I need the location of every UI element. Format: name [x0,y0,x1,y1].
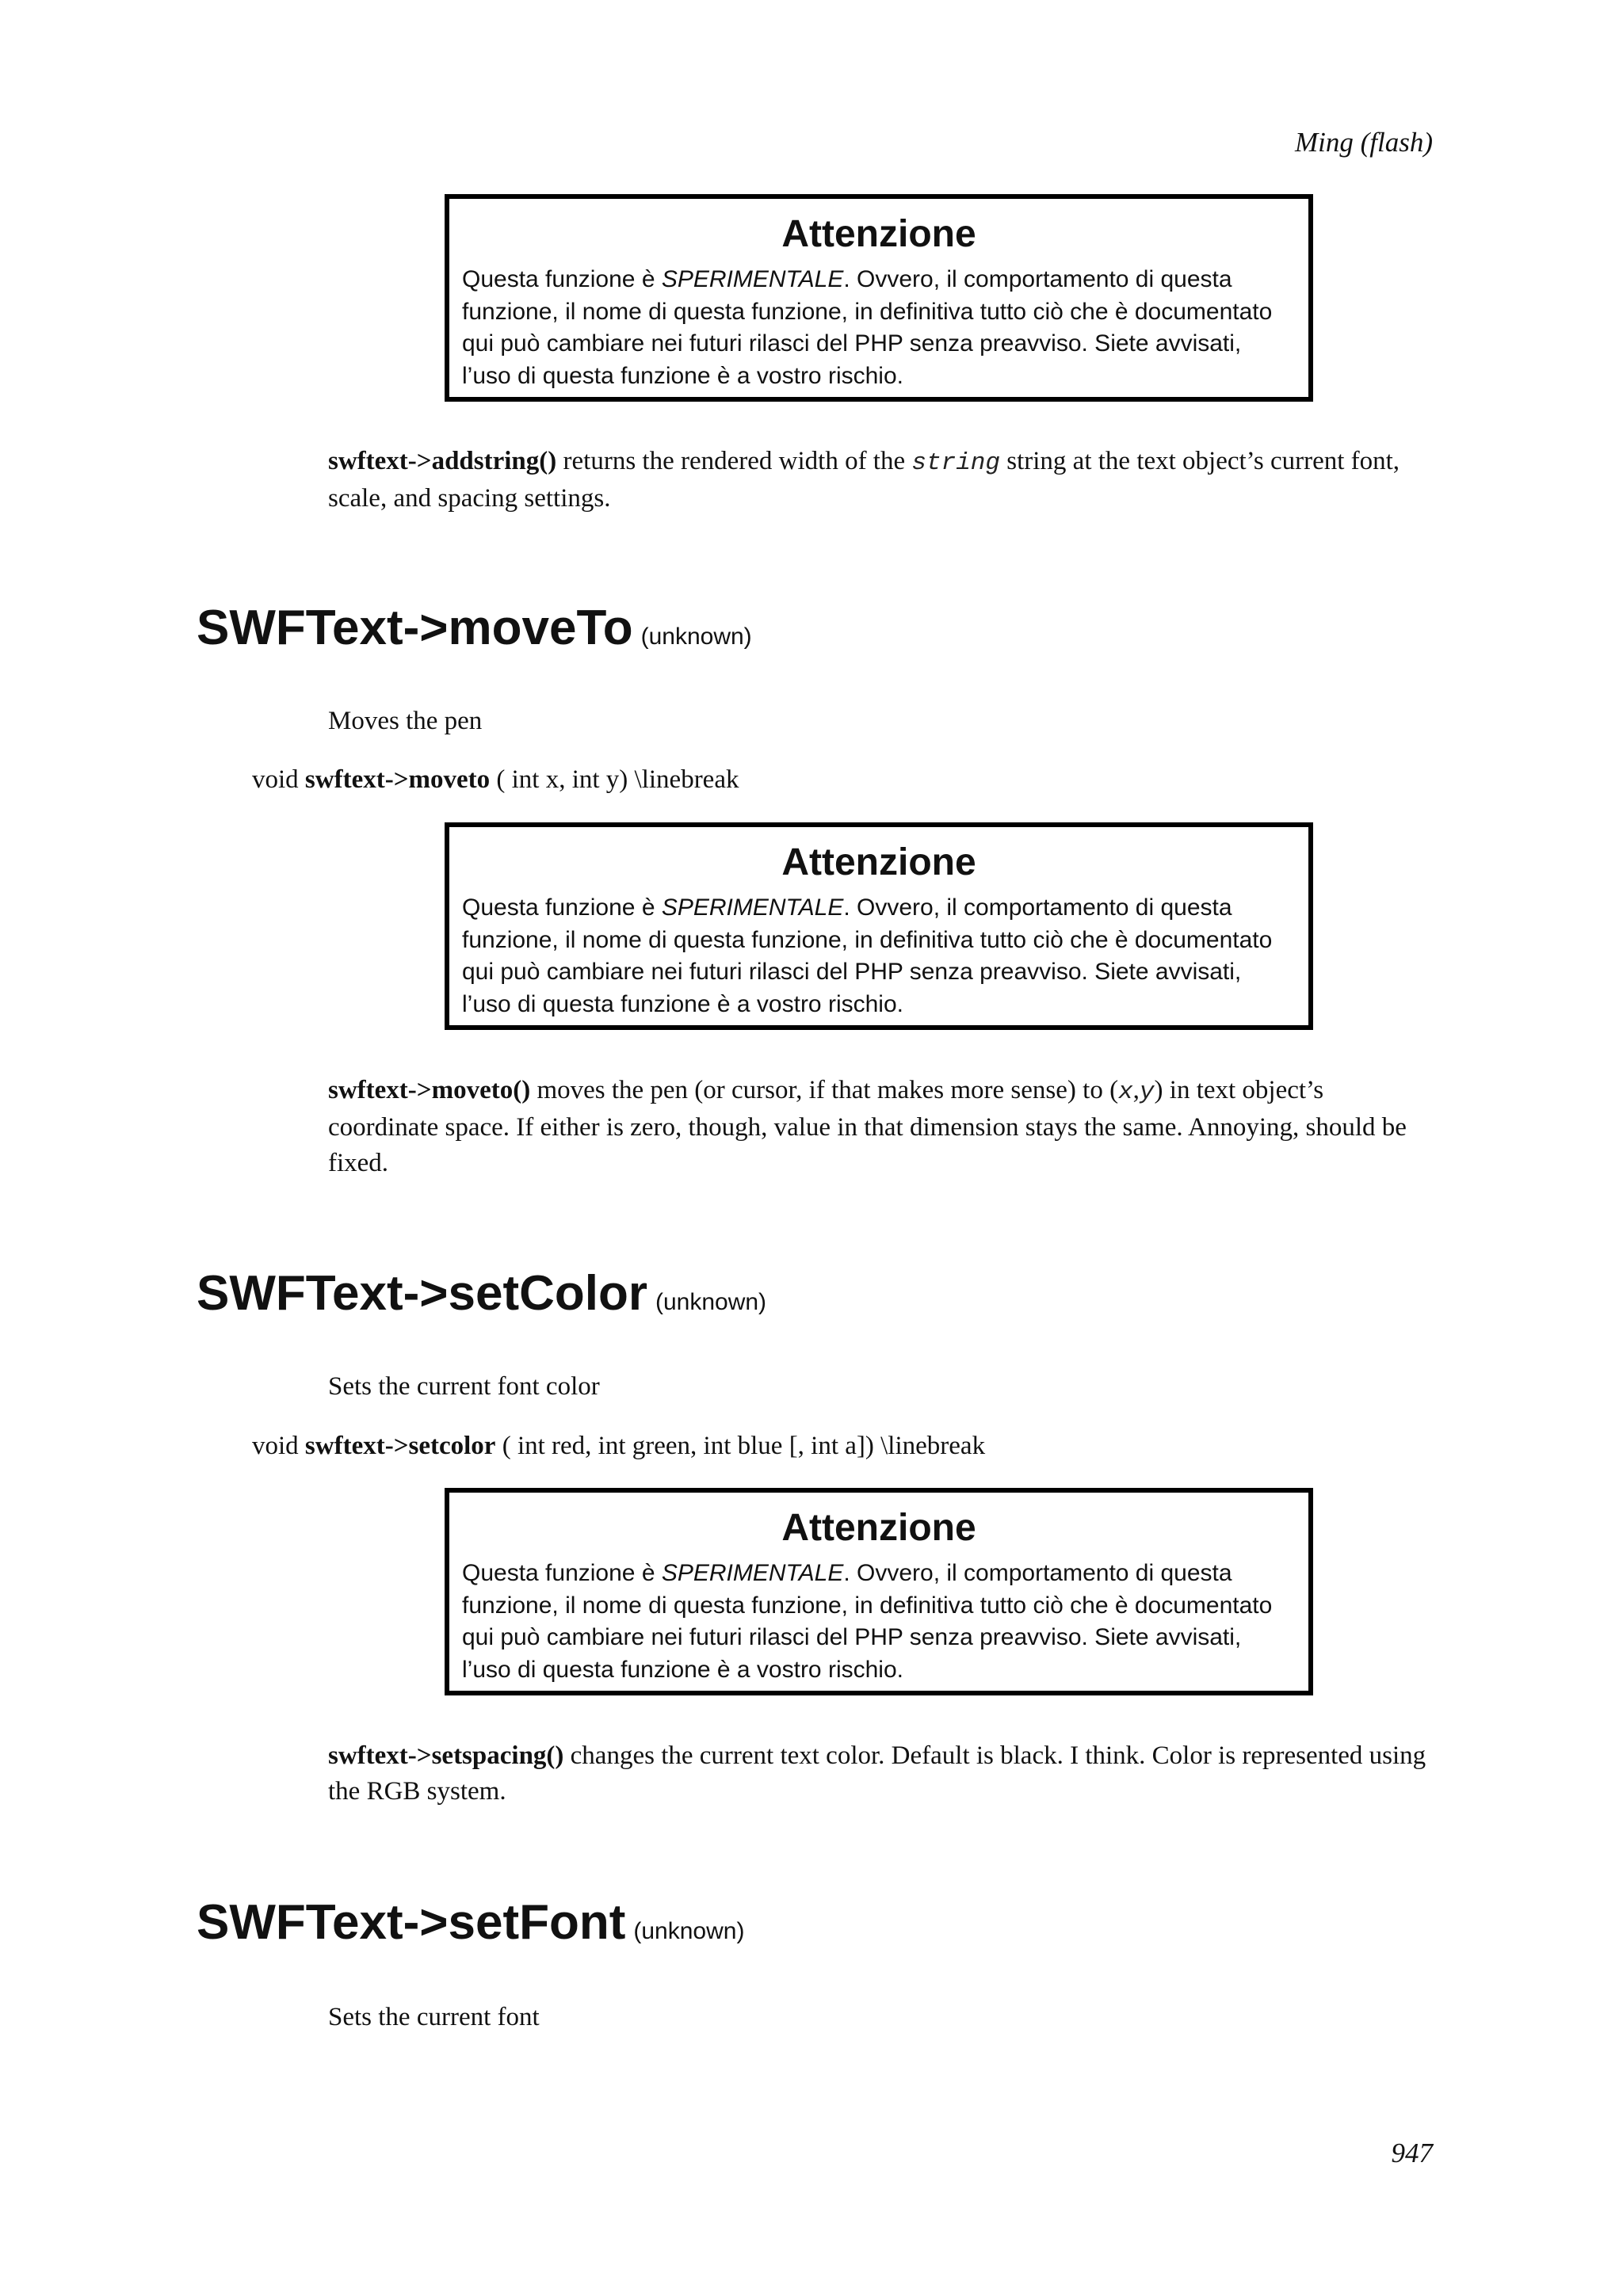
synopsis-moveto: void swftext->moveto ( int x, int y) \linebreak [252,765,739,794]
availability-note: (unknown) [633,1918,745,1944]
setcolor-description: swftext->setspacing() changes the current text color. Default is black. I think. Color is represented using the RGB system. [328,1741,1426,1806]
synopsis-setcolor: void swftext->setcolor ( int red, int green, int blue [, int a]) \linebreak [252,1432,986,1460]
moveto-description: swftext->moveto() moves the pen (or cursor, if that makes more sense) to (x,y) in text object’s coordinate space. If either is zero, though, value in that dimension stays the same. Annoying, should be fixed. [328,1076,1407,1177]
running-header: Ming (flash) [1294,127,1433,158]
function-name: swftext->setspacing() [328,1741,564,1770]
page-number: 947 [1391,2138,1433,2168]
availability-note: (unknown) [640,624,752,650]
availability-note: (unknown) [655,1289,767,1315]
warning-title: Attenzione [781,1507,976,1549]
purpose-setcolor: Sets the current font color [328,1372,600,1401]
addstring-description: swftext->addstring() returns the rendered width of the string string at the text object’s current font, scale, and spacing settings. [328,447,1400,513]
warning-text: Questa funzione è SPERIMENTALE. Ovvero, il comportamento di questa funzione, il nome di questa funzione, in definitiva tutto ciò che è documentato qui può cambiare nei futuri rilasci del PHP senza preavviso. Siete avvisati, l’uso di questa funzione è a vostro rischio. [462,1560,1273,1683]
warning-box [445,194,1313,402]
purpose-moveto: Moves the pen [328,707,483,735]
purpose-setfont: Sets the current font [328,2003,540,2031]
warning-text: Questa funzione è SPERIMENTALE. Ovvero, il comportamento di questa funzione, il nome di questa funzione, in definitiva tutto ciò che è documentato qui può cambiare nei futuri rilasci del PHP senza preavviso. Siete avvisati, l’uso di questa funzione è a vostro rischio. [462,266,1273,389]
warning-box [445,1488,1313,1695]
warning-box [445,822,1313,1030]
warning-emphasis: SPERIMENTALE [661,266,844,292]
section-heading-setfont: SWFText->setFont (unknown) [197,1895,745,1950]
function-name: swftext->moveto() [328,1076,531,1104]
function-name: swftext->addstring() [328,447,557,475]
warning-text: Questa funzione è SPERIMENTALE. Ovvero, il comportamento di questa funzione, il nome di questa funzione, in definitiva tutto ciò che è documentato qui può cambiare nei futuri rilasci del PHP senza preavviso. Siete avvisati, l’uso di questa funzione è a vostro rischio. [462,894,1273,1017]
function-name: swftext->setcolor [304,1432,496,1460]
parameter-name: string [911,449,1001,477]
warning-emphasis: SPERIMENTALE [661,894,844,921]
section-heading-setcolor: SWFText->setColor (unknown) [197,1266,767,1321]
warning-title: Attenzione [781,213,976,255]
section-heading-moveto: SWFText->moveTo (unknown) [197,601,752,655]
warning-emphasis: SPERIMENTALE [661,1560,844,1586]
function-name: swftext->moveto [304,765,491,794]
warning-title: Attenzione [781,841,976,883]
